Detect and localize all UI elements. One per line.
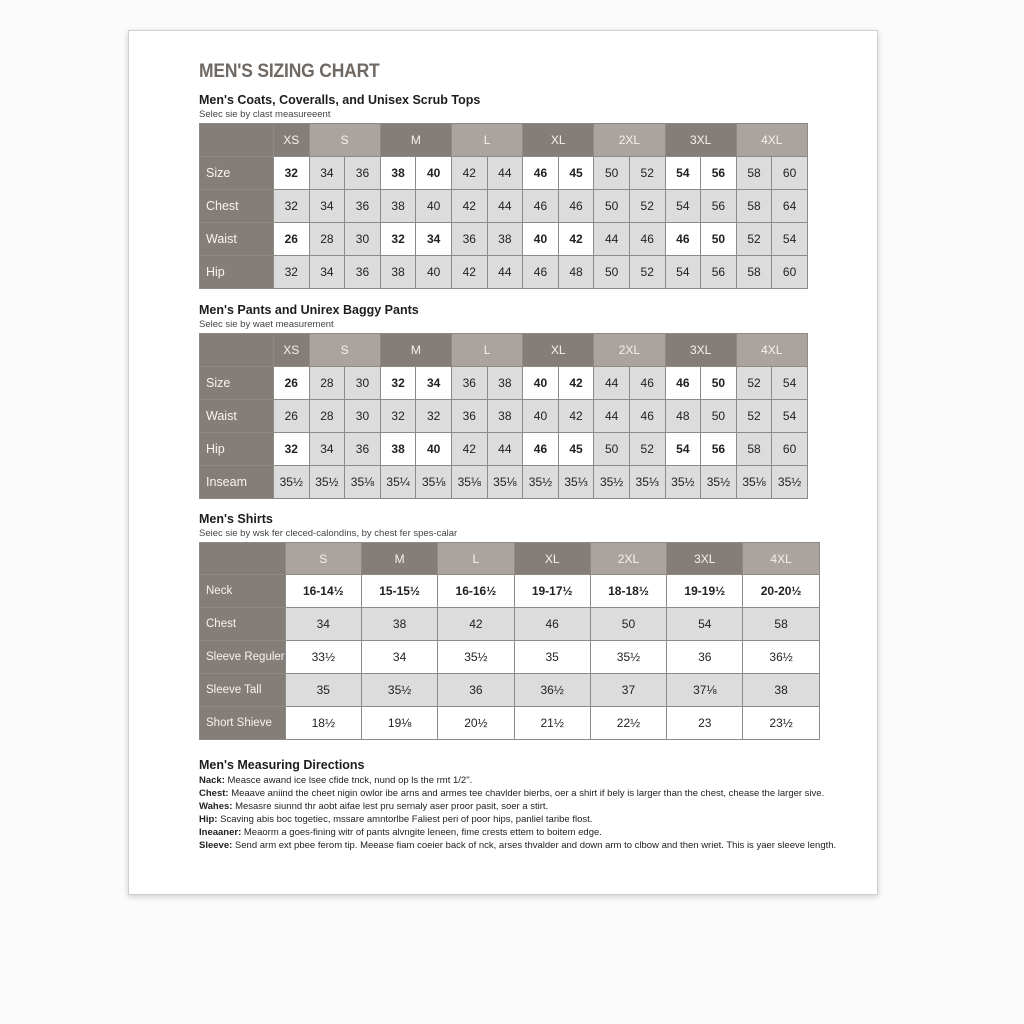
size-cell: 26	[274, 400, 310, 433]
direction-text: Meaave aniind the cheet nigin owlor ibe arns and armes tee chavlder bierbs, oer a shirt if bely is larger than the chest, chease the larger sive.	[228, 788, 825, 799]
row-label: Chest	[200, 608, 286, 641]
size-header-m: M	[361, 543, 437, 575]
size-cell: 35	[285, 674, 361, 707]
size-cell: 42	[451, 157, 487, 190]
size-cell: 34	[309, 157, 345, 190]
shirts-row-neck	[200, 575, 820, 608]
coats-header-row	[200, 124, 808, 157]
size-header-xs: XS	[274, 334, 310, 367]
size-header-3xl: 3XL	[665, 334, 736, 367]
size-cell: 50	[594, 433, 630, 466]
direction-item	[199, 774, 819, 787]
size-cell: 34	[309, 433, 345, 466]
size-cell: 30	[345, 367, 381, 400]
size-cell: 35⅓	[558, 466, 594, 499]
size-cell: 52	[629, 157, 665, 190]
size-cell: 58	[736, 190, 772, 223]
size-cell: 32	[416, 400, 452, 433]
size-cell: 20-20½	[743, 575, 819, 608]
size-cell: 38	[380, 190, 416, 223]
size-cell: 35½	[438, 641, 514, 674]
size-cell: 64	[772, 190, 808, 223]
size-cell: 42	[558, 223, 594, 256]
direction-label: Sleeve:	[199, 840, 233, 851]
direction-item	[199, 800, 819, 813]
size-cell: 50	[594, 157, 630, 190]
size-cell: 36½	[743, 641, 819, 674]
size-cell: 18½	[285, 707, 361, 740]
size-cell: 16-14½	[285, 575, 361, 608]
directions-list	[199, 774, 837, 852]
size-header-4xl: 4XL	[736, 334, 807, 367]
size-cell: 48	[665, 400, 701, 433]
size-cell: 58	[743, 608, 819, 641]
size-cell: 36½	[514, 674, 590, 707]
size-header-s: S	[285, 543, 361, 575]
shirts-row-chest	[200, 608, 820, 641]
size-cell: 35⅛	[345, 466, 381, 499]
size-cell: 50	[590, 608, 666, 641]
shirts-section-title: Men's Shirts	[199, 512, 273, 526]
size-header-4xl: 4XL	[736, 124, 807, 157]
direction-label: Ineaaner:	[199, 827, 242, 838]
shirts-header-corner	[200, 543, 286, 575]
direction-item	[199, 813, 819, 826]
size-cell: 54	[772, 223, 808, 256]
row-label: Chest	[200, 190, 274, 223]
size-cell: 18-18½	[590, 575, 666, 608]
size-header-2xl: 2XL	[590, 543, 666, 575]
size-cell: 46	[523, 157, 559, 190]
size-cell: 36	[438, 674, 514, 707]
size-cell: 35⅛	[451, 466, 487, 499]
row-label: Size	[200, 367, 274, 400]
size-cell: 38	[361, 608, 437, 641]
size-cell: 52	[736, 367, 772, 400]
size-cell: 16-16½	[438, 575, 514, 608]
size-cell: 34	[309, 256, 345, 289]
shirts-row-short-shieve	[200, 707, 820, 740]
size-cell: 52	[629, 190, 665, 223]
size-cell: 56	[701, 157, 737, 190]
size-cell: 35⅛	[416, 466, 452, 499]
document-title: MEN'S SIZING CHART	[199, 61, 380, 82]
pants-header-corner	[200, 334, 274, 367]
size-cell: 38	[487, 367, 523, 400]
size-cell: 32	[380, 367, 416, 400]
size-cell: 40	[416, 190, 452, 223]
size-cell: 36	[345, 256, 381, 289]
size-cell: 46	[523, 433, 559, 466]
direction-text: Send arm ext pbee ferom tip. Meease fiam coeier back of nck, arses thvalder and down arm to clbow and then wriet. This is yaer sleeve length.	[232, 840, 837, 851]
row-label: Size	[200, 157, 274, 190]
size-cell: 54	[665, 256, 701, 289]
shirts-section-subtitle: Seiec sie by wsk fer cleced-calondins, by chest fer spes-calar	[199, 528, 458, 539]
size-cell: 44	[487, 157, 523, 190]
size-cell: 35¼	[380, 466, 416, 499]
size-header-3xl: 3XL	[665, 124, 736, 157]
size-cell: 42	[451, 256, 487, 289]
direction-text: Scaving abis boc togetiec, mssare amntorlbe Faliest peri of poor hips, panliel taribe flost.	[217, 814, 593, 825]
size-cell: 50	[594, 190, 630, 223]
size-header-m: M	[380, 124, 451, 157]
size-cell: 35½	[594, 466, 630, 499]
pants-row-inseam	[200, 466, 808, 499]
size-cell: 37	[590, 674, 666, 707]
size-header-l: L	[451, 334, 522, 367]
size-cell: 35½	[665, 466, 701, 499]
row-label: Hip	[200, 256, 274, 289]
pants-section-title: Men's Pants and Unirex Baggy Pants	[199, 303, 419, 317]
size-cell: 32	[274, 190, 310, 223]
size-cell: 34	[416, 367, 452, 400]
direction-text: Meaorm a goes-fining witr of pants alvngite leneen, fime crests ettem to boitem edge.	[241, 827, 602, 838]
size-cell: 35½	[523, 466, 559, 499]
size-cell: 38	[380, 256, 416, 289]
row-label: Sleeve Tall	[200, 674, 286, 707]
direction-label: Wahes:	[199, 801, 233, 812]
direction-label: Nack:	[199, 775, 225, 786]
size-cell: 44	[487, 433, 523, 466]
size-header-m: M	[380, 334, 451, 367]
size-cell: 36	[451, 400, 487, 433]
size-cell: 45	[558, 433, 594, 466]
size-cell: 38	[487, 400, 523, 433]
size-cell: 60	[772, 157, 808, 190]
size-header-3xl: 3XL	[667, 543, 743, 575]
coats-row-size	[200, 157, 808, 190]
size-cell: 35½	[361, 674, 437, 707]
shirts-row-sleeve-tall	[200, 674, 820, 707]
size-cell: 54	[665, 433, 701, 466]
size-cell: 19-19½	[667, 575, 743, 608]
size-header-s: S	[309, 334, 380, 367]
size-header-l: L	[451, 124, 522, 157]
size-cell: 35½	[772, 466, 808, 499]
size-cell: 35½	[309, 466, 345, 499]
size-cell: 35⅓	[629, 466, 665, 499]
size-cell: 35½	[701, 466, 737, 499]
row-label: Inseam	[200, 466, 274, 499]
size-cell: 15-15½	[361, 575, 437, 608]
pants-row-size	[200, 367, 808, 400]
size-cell: 46	[514, 608, 590, 641]
size-cell: 56	[701, 256, 737, 289]
size-cell: 56	[701, 190, 737, 223]
size-cell: 54	[772, 400, 808, 433]
size-cell: 32	[380, 223, 416, 256]
size-cell: 46	[629, 367, 665, 400]
size-cell: 50	[594, 256, 630, 289]
size-cell: 20½	[438, 707, 514, 740]
size-cell: 38	[380, 157, 416, 190]
size-cell: 42	[438, 608, 514, 641]
size-cell: 28	[309, 367, 345, 400]
size-cell: 56	[701, 433, 737, 466]
size-cell: 52	[629, 433, 665, 466]
size-cell: 44	[594, 367, 630, 400]
size-cell: 46	[629, 223, 665, 256]
size-cell: 40	[523, 367, 559, 400]
size-cell: 54	[772, 367, 808, 400]
size-cell: 40	[416, 256, 452, 289]
size-header-xl: XL	[523, 124, 594, 157]
size-cell: 40	[416, 433, 452, 466]
size-cell: 36	[451, 367, 487, 400]
size-cell: 40	[416, 157, 452, 190]
size-cell: 34	[285, 608, 361, 641]
size-cell: 32	[380, 400, 416, 433]
size-cell: 52	[736, 400, 772, 433]
size-header-xl: XL	[523, 334, 594, 367]
direction-text: Mesasre siunnd thr aobt aifae lest pru sernaly aser proor pasit, soer a stirt.	[232, 801, 549, 812]
size-cell: 58	[736, 433, 772, 466]
size-cell: 54	[665, 190, 701, 223]
size-cell: 19-17½	[514, 575, 590, 608]
size-cell: 32	[274, 433, 310, 466]
sizing-chart-sheet	[128, 30, 878, 895]
size-cell: 46	[665, 367, 701, 400]
size-cell: 35	[514, 641, 590, 674]
size-cell: 54	[665, 157, 701, 190]
size-cell: 34	[309, 190, 345, 223]
size-header-l: L	[438, 543, 514, 575]
size-cell: 23	[667, 707, 743, 740]
size-cell: 46	[629, 400, 665, 433]
size-cell: 21½	[514, 707, 590, 740]
direction-item	[199, 826, 819, 839]
size-cell: 46	[665, 223, 701, 256]
directions-title: Men's Measuring Directions	[199, 758, 365, 772]
size-cell: 44	[487, 190, 523, 223]
size-header-4xl: 4XL	[743, 543, 819, 575]
size-cell: 30	[345, 223, 381, 256]
coats-header-corner	[200, 124, 274, 157]
size-cell: 28	[309, 223, 345, 256]
size-cell: 58	[736, 256, 772, 289]
size-cell: 32	[274, 256, 310, 289]
size-cell: 54	[667, 608, 743, 641]
size-cell: 38	[380, 433, 416, 466]
pants-header-row	[200, 334, 808, 367]
size-cell: 46	[523, 190, 559, 223]
size-cell: 36	[345, 433, 381, 466]
direction-label: Hip:	[199, 814, 218, 825]
size-cell: 35½	[590, 641, 666, 674]
size-cell: 22½	[590, 707, 666, 740]
size-cell: 35½	[274, 466, 310, 499]
size-cell: 48	[558, 256, 594, 289]
coats-section-subtitle: Selec sie by clast measureeent	[199, 109, 331, 120]
size-cell: 42	[558, 400, 594, 433]
direction-item	[199, 787, 825, 800]
row-label: Sleeve Reguler	[200, 641, 286, 674]
size-cell: 36	[451, 223, 487, 256]
row-label: Waist	[200, 223, 274, 256]
size-cell: 28	[309, 400, 345, 433]
coats-row-hip	[200, 256, 808, 289]
pants-row-hip	[200, 433, 808, 466]
size-cell: 26	[274, 223, 310, 256]
row-label: Short Shieve	[200, 707, 286, 740]
size-cell: 60	[772, 256, 808, 289]
size-cell: 35⅛	[487, 466, 523, 499]
size-cell: 23½	[743, 707, 819, 740]
row-label: Waist	[200, 400, 274, 433]
size-cell: 40	[523, 400, 559, 433]
size-cell: 50	[701, 223, 737, 256]
size-cell: 52	[736, 223, 772, 256]
size-cell: 32	[274, 157, 310, 190]
direction-text: Measce awand ice lsee cfide tnck, nund op ls the rmt 1/2".	[224, 775, 473, 786]
size-cell: 46	[523, 256, 559, 289]
row-label: Neck	[200, 575, 286, 608]
coats-size-table	[199, 123, 808, 289]
size-cell: 50	[701, 400, 737, 433]
shirts-size-table	[199, 542, 820, 740]
size-cell: 38	[743, 674, 819, 707]
shirts-row-sleeve-reguler	[200, 641, 820, 674]
size-header-s: S	[309, 124, 380, 157]
size-cell: 44	[594, 400, 630, 433]
size-cell: 19⅛	[361, 707, 437, 740]
size-header-xs: XS	[274, 124, 310, 157]
pants-section-subtitle: Selec sie by waet measurement	[199, 319, 334, 330]
size-cell: 36	[345, 157, 381, 190]
size-cell: 42	[558, 367, 594, 400]
size-cell: 44	[487, 256, 523, 289]
size-cell: 37⅛	[667, 674, 743, 707]
size-cell: 36	[667, 641, 743, 674]
pants-size-table	[199, 333, 808, 499]
size-header-2xl: 2XL	[594, 334, 665, 367]
size-cell: 35⅛	[736, 466, 772, 499]
size-cell: 30	[345, 400, 381, 433]
size-cell: 45	[558, 157, 594, 190]
size-header-2xl: 2XL	[594, 124, 665, 157]
coats-row-waist	[200, 223, 808, 256]
size-cell: 42	[451, 433, 487, 466]
size-cell: 36	[345, 190, 381, 223]
size-cell: 44	[594, 223, 630, 256]
size-cell: 38	[487, 223, 523, 256]
size-cell: 42	[451, 190, 487, 223]
size-cell: 34	[361, 641, 437, 674]
coats-section-title: Men's Coats, Coveralls, and Unisex Scrub Tops	[199, 93, 481, 107]
size-cell: 34	[416, 223, 452, 256]
shirts-header-row	[200, 543, 820, 575]
size-cell: 46	[558, 190, 594, 223]
size-cell: 33½	[285, 641, 361, 674]
direction-label: Chest:	[199, 788, 229, 799]
row-label: Hip	[200, 433, 274, 466]
direction-item	[199, 839, 837, 852]
pants-row-waist	[200, 400, 808, 433]
size-cell: 60	[772, 433, 808, 466]
size-cell: 40	[523, 223, 559, 256]
size-cell: 52	[629, 256, 665, 289]
coats-row-chest	[200, 190, 808, 223]
size-cell: 50	[701, 367, 737, 400]
size-cell: 58	[736, 157, 772, 190]
size-cell: 26	[274, 367, 310, 400]
size-header-xl: XL	[514, 543, 590, 575]
